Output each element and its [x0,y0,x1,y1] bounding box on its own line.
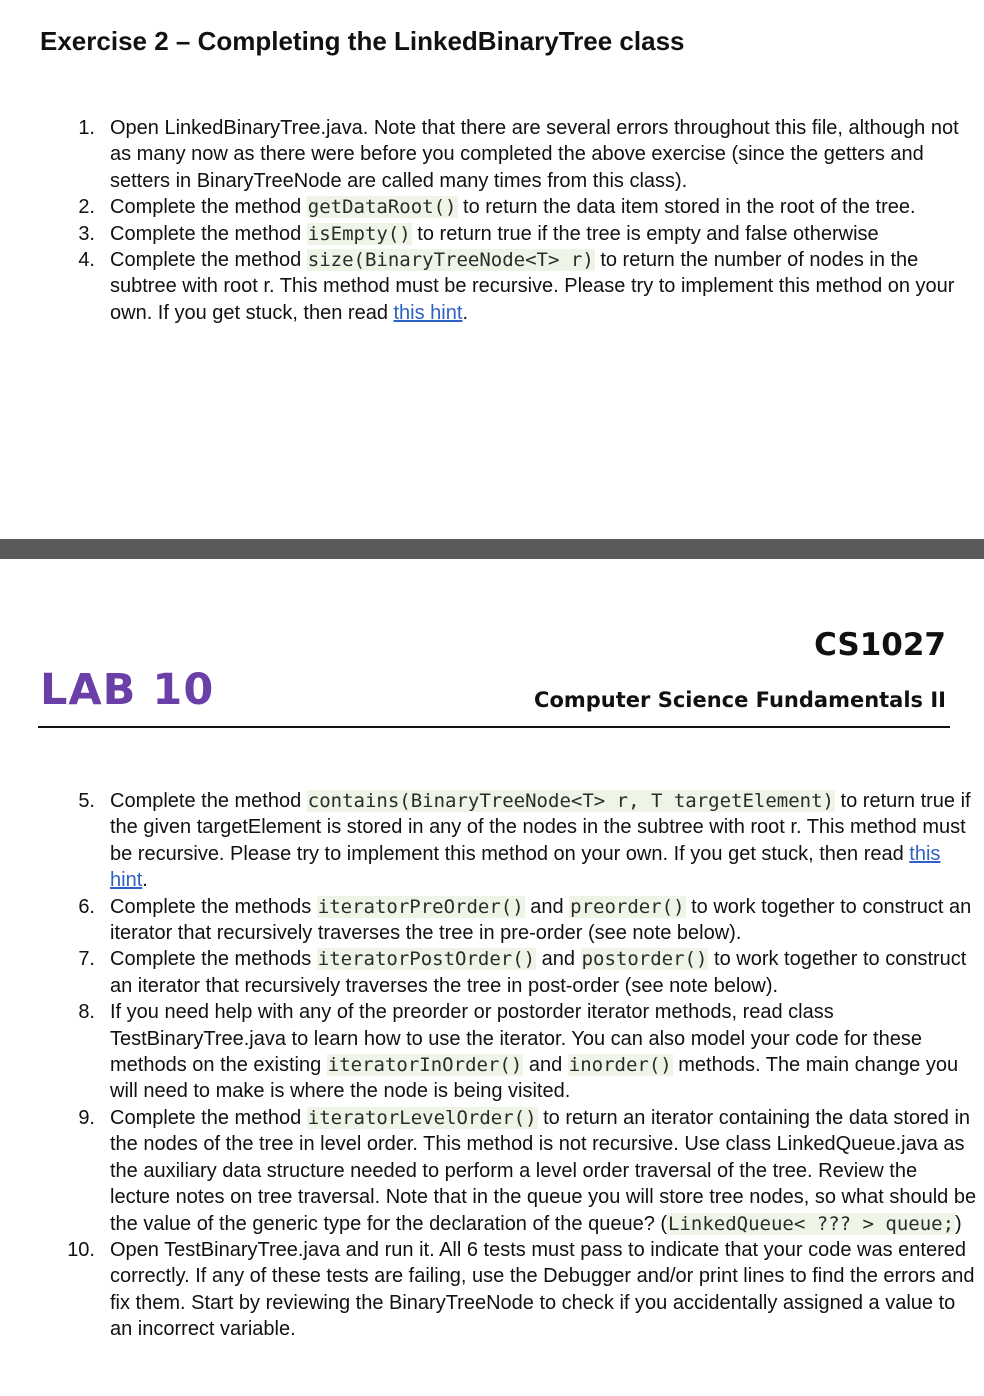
list-item-number: 10. [67,1238,95,1261]
item-text: Open TestBinaryTree.java and run it. All 6 tests must pass to indicate that your code was entered correctly. If any of these tests are failing, use the Debugger and/or print lines to find the errors and fix them. Start by reviewing the BinaryTreeNode to check if you accidentally assigned a value to an incorrect variable. [110,1238,975,1341]
item-text: to work together to construct an iterator that recursively traverses the tree in pre-order (see note below). [110,895,972,945]
code-snippet: LinkedQueue< ??? > queue; [668,1212,955,1235]
item-text: Complete the methods [110,948,317,971]
code-snippet: inorder() [568,1054,672,1077]
item-text: methods. The main change you will need to make is where the node is being visited. [110,1054,959,1103]
list-item-number: 7. [78,948,95,971]
code-snippet: size(BinaryTreeNode<T> r) [307,249,594,272]
list-item [40,194,980,220]
code-snippet: getDataRoot() [307,196,457,219]
list-item [40,788,980,894]
item-text: to return the number of nodes in the subtree with root r. This method must be recursive. Please try to implement this method on your own. If you get stuck, then read [110,249,955,324]
item-text: Complete the method [110,222,307,245]
item-text: . [462,301,468,324]
hint-link[interactable]: this hint [393,301,463,324]
list-item-number: 1. [78,117,95,139]
list-item-number: 2. [78,196,95,219]
code-snippet: postorder() [581,948,708,971]
list-item-number: 6. [78,895,95,918]
list-item [40,946,980,999]
code-snippet: iteratorPreOrder() [317,895,524,918]
item-text: Complete the method [110,249,307,272]
list-item [40,221,980,247]
item-text: to return the data item stored in the root of the tree. [457,196,916,219]
code-snippet: isEmpty() [307,222,411,245]
list-item [40,1237,980,1343]
item-text: and [524,895,570,918]
list-item-number: 8. [78,1001,95,1024]
list-item-number: 3. [78,222,95,245]
code-snippet: iteratorPostOrder() [317,948,536,971]
list-item [40,999,980,1105]
header-rule [38,726,950,728]
course-code: CS1027 [814,627,946,663]
list-item-number: 5. [78,790,95,812]
instruction-list-2 [40,788,980,1343]
hint-link[interactable]: this hint [110,842,941,892]
exercise-title: Exercise 2 – Completing the LinkedBinaryTree class [40,26,685,56]
item-text: to return an iterator containing the data stored in the nodes of the tree in level order. This method is not recursive. Use class LinkedQueue.java as the auxiliary data structure needed to perform a level order traversal of the tree. Review the lecture notes on tree traversal. Note that in the queue you will store tree nodes, so what should be the value of the generic type for the declaration of the queue? ( [110,1106,977,1235]
course-title: Computer Science Fundamentals II [534,688,946,712]
item-text: to return true if the given targetElement is stored in any of the nodes in the subtree with root r. This method must be recursive. Please try to implement this method on your own. If you get stuck, then read [110,790,971,865]
item-text: ) [955,1212,962,1235]
list-item [40,1105,980,1237]
code-snippet: iteratorInOrder() [327,1054,523,1077]
item-text: to return true if the tree is empty and false otherwise [411,222,879,245]
list-item [40,247,980,326]
item-text: Complete the method [110,1106,307,1129]
item-text: and [523,1054,568,1077]
item-text: Complete the method [110,790,307,812]
lab-number: LAB 10 [40,665,215,715]
code-snippet: iteratorLevelOrder() [307,1106,537,1129]
item-text: Complete the method [110,196,307,219]
code-snippet: contains(BinaryTreeNode<T> r, T targetElement) [307,790,834,812]
instruction-list-1 [40,115,980,326]
item-text: If you need help with any of the preorder or postorder iterator methods, read class TestBinaryTree.java to learn how to use the iterator. You can also model your code for these methods on the existing [110,1001,922,1077]
item-text: . [142,869,148,892]
list-item-number: 4. [78,249,95,272]
code-snippet: preorder() [570,895,685,918]
item-text: Complete the methods [110,895,317,918]
page-break-band [0,539,984,559]
list-item-number: 9. [78,1106,95,1129]
item-text: Open LinkedBinaryTree.java. Note that there are several errors throughout this file, although not as many now as there were before you completed the above exercise (since the getters and setters in BinaryTreeNode are called many times from this class). [110,117,959,192]
item-text: to work together to construct an iterator that recursively traverses the tree in post-order (see note below). [110,948,967,997]
list-item [40,115,980,194]
list-item [40,894,980,947]
item-text: and [536,948,581,971]
